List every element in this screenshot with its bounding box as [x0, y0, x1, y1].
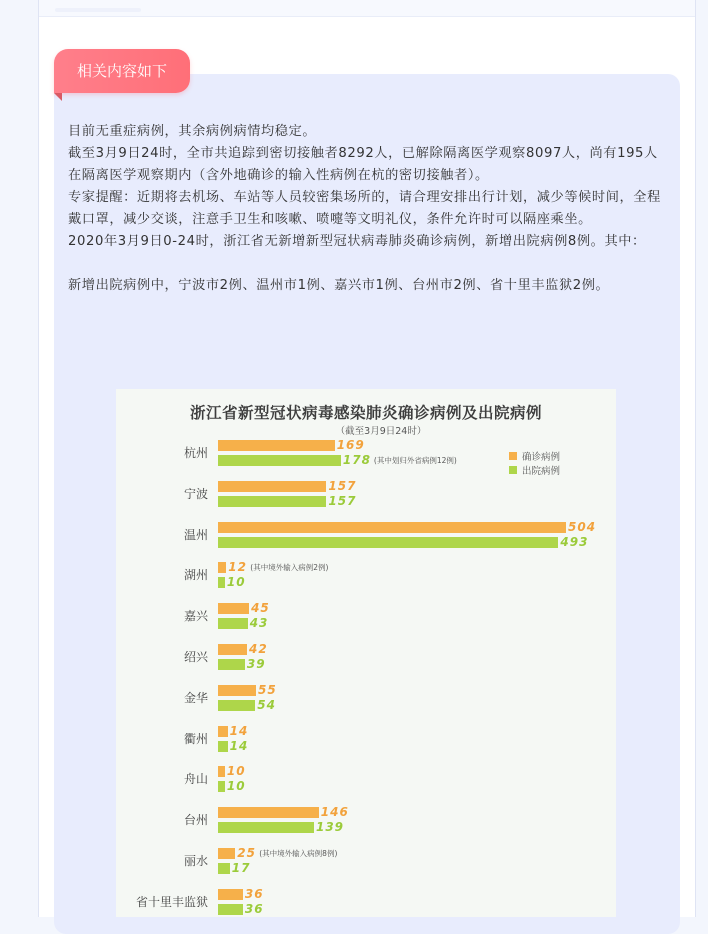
bar-confirmed	[218, 603, 249, 614]
value-label-discharged: 14	[229, 738, 249, 753]
paragraph-close-contacts: 截至3月9日24时，全市共追踪到密切接触者8292人，已解除隔离医学观察8097人，尚有195人在隔离医学观察期内（含外地确诊的输入性病例在杭的密切接触者）。	[68, 146, 658, 183]
bar-confirmed	[218, 522, 566, 533]
chart-title: 浙江省新型冠状病毒感染肺炎确诊病例及出院病例	[189, 404, 542, 422]
value-label-discharged: 139	[315, 820, 345, 835]
legend-confirmed	[509, 449, 560, 463]
value-label-discharged: 17	[231, 861, 251, 875]
bar-discharged	[218, 577, 225, 588]
value-label-discharged: 10	[226, 779, 246, 794]
category-label: 金华	[183, 690, 208, 705]
value-label-confirmed: 169	[336, 438, 365, 452]
section-tag: 相关内容如下	[54, 49, 190, 93]
annotation: (其中境外输入病例8例)	[259, 849, 338, 858]
legend-discharged-swatch	[509, 466, 517, 474]
category-label: 衢州	[183, 731, 208, 746]
value-label-discharged: 43	[249, 616, 269, 631]
paragraph-severity: 目前无重症病例，其余病例病情均稳定。	[68, 124, 317, 139]
annotation: (其中划归外省病例12例)	[373, 456, 457, 465]
bar-confirmed	[218, 440, 335, 451]
value-label-confirmed: 36	[244, 886, 264, 901]
category-label: 嘉兴	[183, 609, 208, 624]
value-label-discharged: 54	[257, 697, 276, 712]
bar-discharged	[218, 822, 314, 833]
bar-discharged	[218, 700, 255, 711]
paragraph-daily-report: 2020年3月9日0-24时，浙江省无新增新型冠状病毒肺炎确诊病例，新增出院病例8例。其中：	[68, 234, 646, 249]
legend-confirmed-label: 确诊病例	[522, 452, 561, 463]
value-label-confirmed: 42	[249, 642, 268, 656]
bar-discharged	[218, 455, 341, 466]
value-label-discharged: 157	[328, 493, 357, 508]
bar-discharged	[218, 781, 225, 792]
bar-discharged	[218, 659, 245, 670]
bar-confirmed	[218, 766, 225, 777]
bar-confirmed	[218, 889, 243, 900]
bar-confirmed	[218, 481, 326, 492]
value-label-confirmed: 45	[251, 601, 270, 616]
chart-subtitle: （截至3月9日24时）	[335, 426, 427, 437]
value-label-discharged: 36	[244, 901, 264, 916]
cases-bar-chart	[116, 389, 616, 917]
value-label-discharged: 178	[342, 453, 371, 467]
value-label-confirmed: 146	[320, 805, 349, 820]
divider	[55, 8, 141, 12]
bar-discharged	[218, 496, 326, 507]
previous-section-strip	[39, 0, 695, 17]
value-label-confirmed: 25	[237, 846, 256, 860]
bar-discharged	[218, 741, 228, 752]
bar-confirmed	[218, 685, 256, 696]
category-label: 丽水	[183, 854, 208, 868]
category-label: 宁波	[183, 486, 208, 501]
section-tag-fold	[54, 93, 62, 101]
category-label: 湖州	[183, 568, 208, 583]
value-label-confirmed: 504	[568, 519, 597, 534]
category-label: 舟山	[183, 772, 208, 787]
bar-discharged	[218, 618, 248, 629]
legend-confirmed-swatch	[509, 452, 517, 460]
value-label-confirmed: 157	[328, 478, 357, 493]
legend-discharged-label: 出院病例	[522, 466, 561, 477]
category-label: 绍兴	[183, 650, 208, 664]
category-label: 台州	[183, 813, 208, 828]
value-label-confirmed: 14	[229, 723, 249, 738]
bar-confirmed	[218, 726, 228, 737]
value-label-discharged: 10	[226, 575, 246, 590]
bar-confirmed	[218, 644, 247, 655]
bar-confirmed	[218, 807, 319, 818]
value-label-discharged: 39	[246, 657, 266, 671]
paragraph-blank	[68, 253, 666, 275]
article-text	[68, 121, 666, 297]
value-label-discharged: 493	[560, 534, 589, 549]
bar-confirmed	[218, 848, 235, 859]
paragraph-expert-advice: 专家提醒：近期将去机场、车站等人员较密集场所的，请合理安排出行计划，减少等候时间，全程戴口罩，减少交谈，注意手卫生和咳嗽、喷嚏等文明礼仪，条件允许时可以隔座乘坐。	[68, 190, 661, 227]
bar-discharged	[218, 904, 243, 915]
category-label: 温州	[183, 527, 208, 542]
category-label: 杭州	[183, 446, 208, 460]
legend-discharged	[509, 463, 560, 477]
paragraph-discharge-detail: 新增出院病例中，宁波市2例、温州市1例、嘉兴市1例、台州市2例、省十里丰监狱2例。	[68, 278, 610, 293]
annotation: (其中境外输入病例2例)	[250, 563, 329, 573]
bar-discharged	[218, 863, 230, 874]
category-label: 省十里丰监狱	[135, 894, 208, 909]
value-label-confirmed: 55	[257, 682, 277, 697]
bar-discharged	[218, 537, 558, 548]
value-label-confirmed: 12	[228, 560, 247, 575]
bar-confirmed	[218, 562, 226, 573]
value-label-confirmed: 10	[226, 764, 246, 779]
